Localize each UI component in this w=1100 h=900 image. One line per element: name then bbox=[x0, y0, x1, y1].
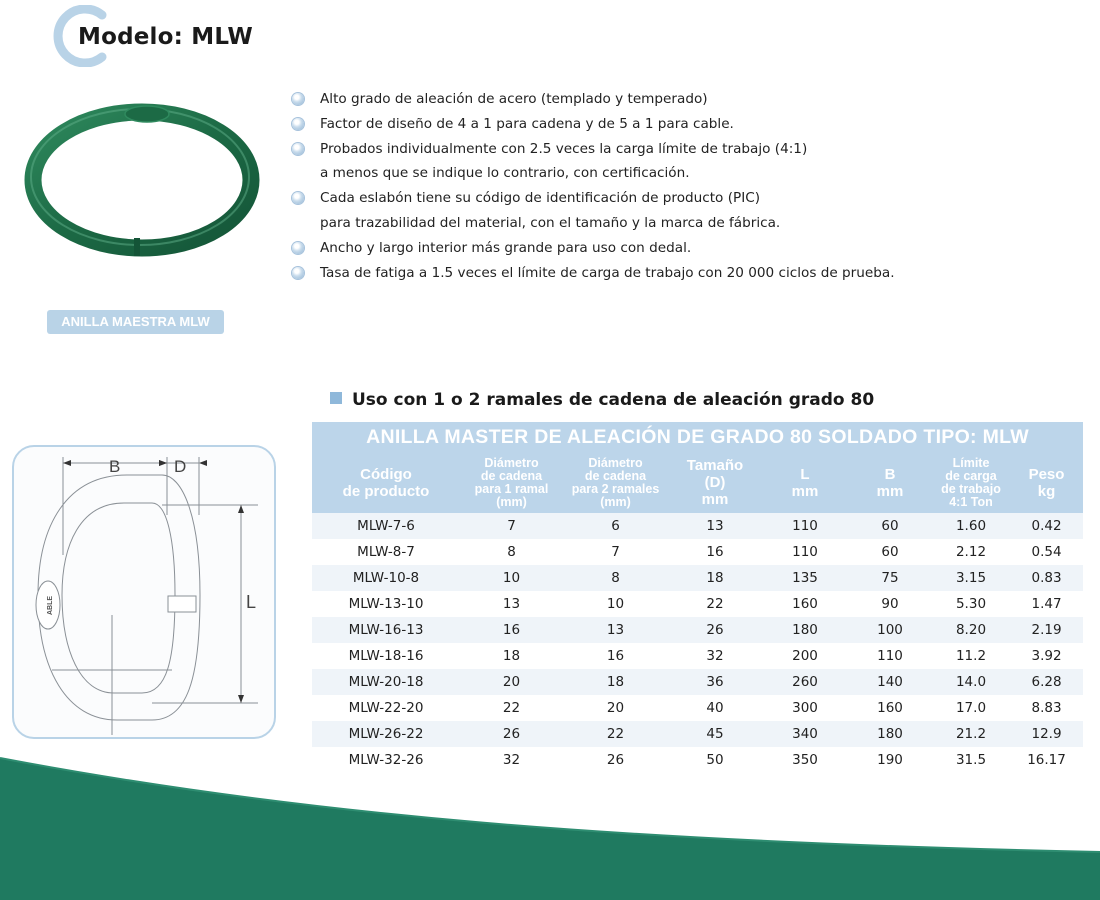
cell-code: MLW-8-7 bbox=[312, 539, 460, 565]
cell-b: 100 bbox=[848, 617, 932, 643]
cell-l: 350 bbox=[762, 747, 848, 773]
cell-dia-1-leg: 22 bbox=[460, 695, 563, 721]
diagram-label-b: B bbox=[109, 457, 121, 476]
feature-item bbox=[290, 137, 895, 187]
cell-code: MLW-13-10 bbox=[312, 591, 460, 617]
cell-l: 260 bbox=[762, 669, 848, 695]
cell-code: MLW-16-13 bbox=[312, 617, 460, 643]
diagram-stamp: ABLE bbox=[47, 595, 54, 615]
cell-dia-1-leg: 8 bbox=[460, 539, 563, 565]
cell-wll: 8.20 bbox=[932, 617, 1010, 643]
cell-weight: 6.28 bbox=[1010, 669, 1083, 695]
col-header-wll: Límite de carga de trabajo 4:1 Ton bbox=[932, 452, 1010, 513]
cell-wll: 3.15 bbox=[932, 565, 1010, 591]
master-link-ring-icon bbox=[22, 100, 262, 260]
cell-size: 32 bbox=[668, 643, 762, 669]
bullet-icon bbox=[292, 242, 304, 254]
bullet-icon bbox=[292, 143, 304, 155]
cell-b: 190 bbox=[848, 747, 932, 773]
table-title-row bbox=[312, 422, 1083, 452]
cell-b: 180 bbox=[848, 721, 932, 747]
cell-weight: 3.92 bbox=[1010, 643, 1083, 669]
feature-text: Probados individualmente con 2.5 veces la carga límite de trabajo (4:1) bbox=[320, 140, 808, 157]
feature-item bbox=[290, 236, 895, 261]
cell-dia-1-leg: 18 bbox=[460, 643, 563, 669]
cell-wll: 14.0 bbox=[932, 669, 1010, 695]
feature-list bbox=[290, 87, 895, 285]
cell-wll: 5.30 bbox=[932, 591, 1010, 617]
cell-l: 135 bbox=[762, 565, 848, 591]
page-title: Modelo: MLW bbox=[78, 24, 253, 50]
cell-code: MLW-10-8 bbox=[312, 565, 460, 591]
cell-size: 26 bbox=[668, 617, 762, 643]
table-row bbox=[312, 513, 1083, 539]
cell-b: 75 bbox=[848, 565, 932, 591]
product-caption: ANILLA MAESTRA MLW bbox=[47, 310, 224, 334]
cell-weight: 12.9 bbox=[1010, 721, 1083, 747]
feature-text: Alto grado de aleación de acero (templado y temperado) bbox=[320, 91, 708, 107]
cell-dia-2-legs: 22 bbox=[563, 721, 668, 747]
cell-dia-1-leg: 32 bbox=[460, 747, 563, 773]
cell-dia-2-legs: 8 bbox=[563, 565, 668, 591]
dimension-diagram bbox=[12, 445, 276, 739]
col-header-b: B mm bbox=[848, 452, 932, 513]
table-row bbox=[312, 643, 1083, 669]
table-body bbox=[312, 513, 1083, 773]
bullet-icon bbox=[292, 192, 304, 204]
cell-b: 60 bbox=[848, 513, 932, 539]
table-row bbox=[312, 565, 1083, 591]
feature-text: Cada eslabón tiene su código de identificación de producto (PIC) bbox=[320, 190, 761, 207]
cell-size: 50 bbox=[668, 747, 762, 773]
cell-wll: 17.0 bbox=[932, 695, 1010, 721]
cell-b: 60 bbox=[848, 539, 932, 565]
cell-size: 13 bbox=[668, 513, 762, 539]
section-heading bbox=[330, 390, 874, 410]
cell-l: 160 bbox=[762, 591, 848, 617]
cell-code: MLW-22-20 bbox=[312, 695, 460, 721]
cell-size: 16 bbox=[668, 539, 762, 565]
cell-l: 200 bbox=[762, 643, 848, 669]
cell-dia-1-leg: 7 bbox=[460, 513, 563, 539]
cell-dia-2-legs: 13 bbox=[563, 617, 668, 643]
cell-code: MLW-32-26 bbox=[312, 747, 460, 773]
cell-l: 300 bbox=[762, 695, 848, 721]
cell-weight: 2.19 bbox=[1010, 617, 1083, 643]
cell-size: 36 bbox=[668, 669, 762, 695]
feature-item bbox=[290, 186, 895, 236]
cell-code: MLW-7-6 bbox=[312, 513, 460, 539]
cell-dia-1-leg: 13 bbox=[460, 591, 563, 617]
cell-wll: 1.60 bbox=[932, 513, 1010, 539]
cell-dia-1-leg: 10 bbox=[460, 565, 563, 591]
bullet-icon bbox=[292, 267, 304, 279]
col-header-dia-1-leg: Diámetro de cadena para 1 ramal (mm) bbox=[460, 452, 563, 513]
cell-dia-2-legs: 10 bbox=[563, 591, 668, 617]
cell-dia-2-legs: 16 bbox=[563, 643, 668, 669]
feature-text-continued: para trazabilidad del material, con el tamaño y la marca de fábrica. bbox=[320, 214, 781, 231]
cell-b: 140 bbox=[848, 669, 932, 695]
cell-wll: 11.2 bbox=[932, 643, 1010, 669]
bottom-wave-band bbox=[0, 740, 1100, 900]
diagram-label-l: L bbox=[246, 592, 257, 612]
feature-item bbox=[290, 87, 895, 112]
cell-code: MLW-20-18 bbox=[312, 669, 460, 695]
cell-dia-2-legs: 26 bbox=[563, 747, 668, 773]
table-row bbox=[312, 695, 1083, 721]
cell-dia-1-leg: 16 bbox=[460, 617, 563, 643]
table-title: ANILLA MASTER DE ALEACIÓN DE GRADO 80 SOLDADO TIPO: MLW bbox=[312, 422, 1083, 452]
cell-dia-2-legs: 7 bbox=[563, 539, 668, 565]
cell-code: MLW-26-22 bbox=[312, 721, 460, 747]
cell-code: MLW-18-16 bbox=[312, 643, 460, 669]
cell-size: 40 bbox=[668, 695, 762, 721]
cell-weight: 0.83 bbox=[1010, 565, 1083, 591]
cell-l: 180 bbox=[762, 617, 848, 643]
cell-wll: 2.12 bbox=[932, 539, 1010, 565]
cell-weight: 16.17 bbox=[1010, 747, 1083, 773]
feature-text-continued: a menos que se indique lo contrario, con certificación. bbox=[320, 165, 690, 182]
table-row bbox=[312, 669, 1083, 695]
cell-size: 45 bbox=[668, 721, 762, 747]
cell-l: 110 bbox=[762, 513, 848, 539]
table-row bbox=[312, 591, 1083, 617]
col-header-weight: Peso kg bbox=[1010, 452, 1083, 513]
cell-dia-2-legs: 6 bbox=[563, 513, 668, 539]
cell-weight: 1.47 bbox=[1010, 591, 1083, 617]
cell-l: 110 bbox=[762, 539, 848, 565]
cell-weight: 8.83 bbox=[1010, 695, 1083, 721]
table-row bbox=[312, 617, 1083, 643]
feature-text: Ancho y largo interior más grande para uso con dedal. bbox=[320, 239, 692, 256]
cell-size: 18 bbox=[668, 565, 762, 591]
cell-wll: 31.5 bbox=[932, 747, 1010, 773]
cell-b: 160 bbox=[848, 695, 932, 721]
table-row bbox=[312, 539, 1083, 565]
bullet-icon bbox=[292, 118, 304, 130]
col-header-code: Código de producto bbox=[312, 452, 460, 513]
cell-l: 340 bbox=[762, 721, 848, 747]
table-header-row bbox=[312, 452, 1083, 513]
feature-item bbox=[290, 112, 895, 137]
feature-text: Factor de diseño de 4 a 1 para cadena y de 5 a 1 para cable. bbox=[320, 115, 734, 132]
bullet-icon bbox=[292, 93, 304, 105]
feature-item bbox=[290, 261, 895, 286]
spec-table bbox=[312, 422, 1083, 773]
cell-weight: 0.42 bbox=[1010, 513, 1083, 539]
section-heading-text: Uso con 1 o 2 ramales de cadena de aleación grado 80 bbox=[352, 390, 875, 410]
cell-weight: 0.54 bbox=[1010, 539, 1083, 565]
cell-size: 22 bbox=[668, 591, 762, 617]
col-header-dia-2-legs: Diámetro de cadena para 2 ramales (mm) bbox=[563, 452, 668, 513]
cell-b: 90 bbox=[848, 591, 932, 617]
diagram-label-d: D bbox=[174, 457, 187, 476]
square-bullet-icon bbox=[330, 392, 342, 404]
cell-b: 110 bbox=[848, 643, 932, 669]
cell-dia-1-leg: 20 bbox=[460, 669, 563, 695]
cell-dia-1-leg: 26 bbox=[460, 721, 563, 747]
col-header-size: Tamaño (D) mm bbox=[668, 452, 762, 513]
cell-dia-2-legs: 18 bbox=[563, 669, 668, 695]
col-header-l: L mm bbox=[762, 452, 848, 513]
feature-text: Tasa de fatiga a 1.5 veces el límite de carga de trabajo con 20 000 ciclos de prueba. bbox=[320, 264, 895, 281]
cell-wll: 21.2 bbox=[932, 721, 1010, 747]
cell-dia-2-legs: 20 bbox=[563, 695, 668, 721]
